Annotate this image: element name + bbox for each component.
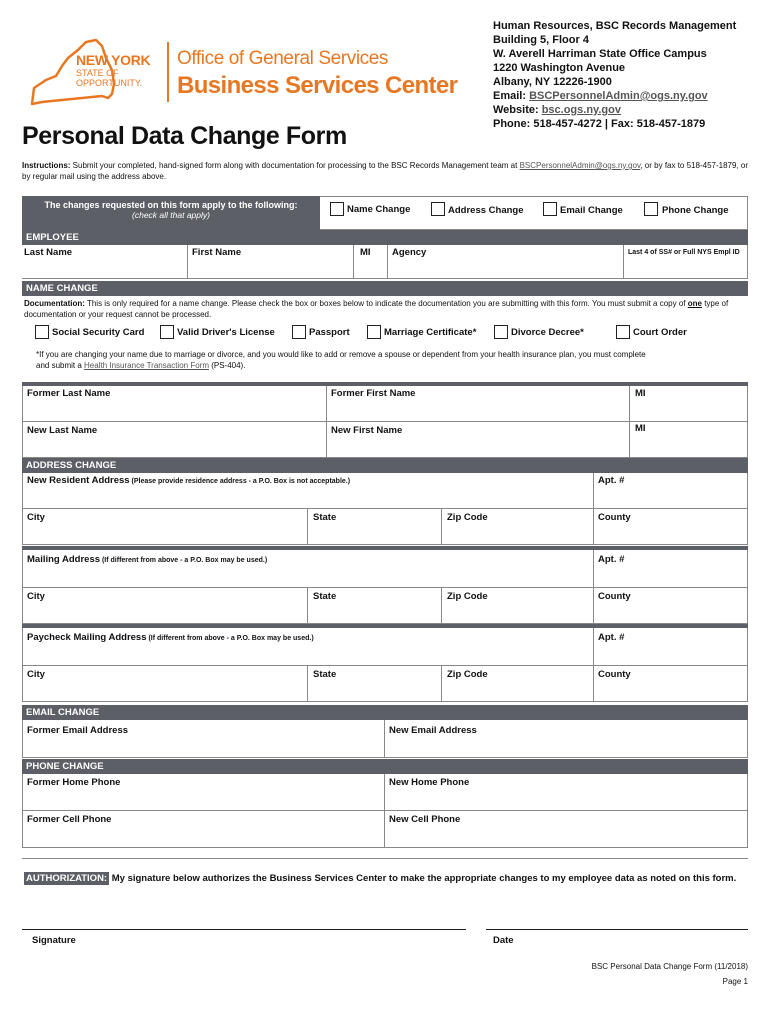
- note-line1: *If you are changing your name due to marriage or divorce, and you would like to add or remove a spouse or dependent from your health insurance plan, you must complete: [36, 350, 646, 359]
- signature-line[interactable]: [22, 929, 466, 930]
- new-cell-phone-field[interactable]: New Cell Phone: [389, 814, 461, 825]
- website-link[interactable]: bsc.ogs.ny.gov: [541, 104, 621, 116]
- mailing-label: Mailing Address: [27, 554, 101, 565]
- contact-line2: Building 5, Floor 4: [493, 34, 589, 46]
- resident-county-field[interactable]: County: [598, 512, 631, 523]
- doc-one: one: [687, 299, 702, 308]
- changes-sub: (check all that apply): [132, 210, 210, 220]
- name-change-bar: NAME CHANGE: [22, 281, 748, 296]
- health-insurance-form-link[interactable]: Health Insurance Transaction Form: [84, 361, 209, 370]
- col-divider: [384, 720, 385, 758]
- note-line2: [36, 360, 746, 371]
- website-label: Website:: [493, 104, 542, 116]
- changes-heading: The changes requested on this form apply to the following:: [44, 200, 298, 210]
- row-divider: [22, 508, 748, 509]
- resident-zip-field[interactable]: Zip Code: [447, 512, 488, 523]
- resident-city-field[interactable]: City: [27, 512, 45, 523]
- new-email-field[interactable]: New Email Address: [389, 725, 477, 736]
- col-divider: [593, 628, 594, 702]
- instructions-text2: , or by fax to 518-457-1879, or by regular mail using the address above.: [22, 161, 748, 181]
- new-first-name-field[interactable]: New First Name: [331, 425, 403, 436]
- col-divider: [441, 587, 442, 624]
- paycheck-state-field[interactable]: State: [313, 669, 337, 680]
- new-mi-field[interactable]: MI: [635, 423, 646, 434]
- contact-website-row: [493, 103, 736, 117]
- resident-label: New Resident Address: [27, 475, 130, 486]
- new-last-name-field[interactable]: New Last Name: [27, 425, 98, 436]
- resident-state-field[interactable]: State: [313, 512, 337, 523]
- contact-block: [493, 19, 736, 131]
- mailing-city-field[interactable]: City: [27, 591, 45, 602]
- phone-change-bar: PHONE CHANGE: [22, 759, 748, 774]
- court-order-checkbox[interactable]: [616, 325, 630, 339]
- contact-line3: W. Averell Harriman State Office Campus: [493, 48, 707, 60]
- new-home-phone-field[interactable]: New Home Phone: [389, 777, 470, 788]
- note-text-end: (PS-404).: [208, 361, 246, 370]
- authorization: [24, 873, 736, 884]
- ssc-checkbox[interactable]: [35, 325, 49, 339]
- instructions-text1: Submit your completed, hand-signed form along with documentation for processing to the BSC Records Management team at: [70, 161, 520, 170]
- address-change-label: Address Change: [448, 205, 524, 216]
- paycheck-address-field[interactable]: [27, 632, 314, 643]
- court-order-label: Court Order: [633, 327, 687, 338]
- logo-line2: STATE OF: [76, 68, 119, 78]
- instructions: [22, 160, 748, 182]
- page-title: Personal Data Change Form: [22, 122, 347, 150]
- mi-field[interactable]: MI: [360, 247, 371, 258]
- col-divider: [307, 587, 308, 624]
- instructions-email-link[interactable]: BSCPersonnelAdmin@ogs.ny.gov: [519, 161, 641, 170]
- mailing-county-field[interactable]: County: [598, 591, 631, 602]
- phone-change-label: Phone Change: [662, 205, 729, 216]
- former-cell-phone-field[interactable]: Former Cell Phone: [27, 814, 112, 825]
- col-divider: [629, 386, 630, 458]
- former-last-name-field[interactable]: Former Last Name: [27, 388, 111, 399]
- instructions-label: Instructions:: [22, 161, 71, 170]
- col-divider: [441, 665, 442, 702]
- last-name-field[interactable]: Last Name: [24, 247, 73, 258]
- paycheck-zip-field[interactable]: Zip Code: [447, 669, 488, 680]
- phone-change-checkbox[interactable]: [644, 202, 658, 216]
- mailing-note: (If different from above - a P.O. Box may be used.): [100, 557, 268, 564]
- divider: [187, 245, 188, 279]
- page-number: Page 1: [722, 977, 748, 986]
- changes-heading-cell: [22, 196, 320, 230]
- former-mi-field[interactable]: MI: [635, 388, 646, 399]
- paycheck-note: (If different from above - a P.O. Box may be used.): [146, 635, 314, 642]
- divider: [387, 245, 388, 279]
- employee-bar: EMPLOYEE: [22, 230, 748, 245]
- col-divider: [593, 550, 594, 624]
- mailing-apt-field[interactable]: Apt. #: [598, 554, 625, 565]
- former-email-field[interactable]: Former Email Address: [27, 725, 129, 736]
- paycheck-county-field[interactable]: County: [598, 669, 631, 680]
- authorization-rule: [22, 858, 748, 859]
- resident-apt-field[interactable]: Apt. #: [598, 475, 625, 486]
- documentation-text: [24, 298, 746, 320]
- divider: [353, 245, 354, 279]
- doc-text2: type of documentation or your request cannot be processed.: [24, 299, 729, 319]
- new-resident-address-field[interactable]: [27, 475, 350, 486]
- divider: [623, 245, 624, 279]
- first-name-field[interactable]: First Name: [192, 247, 242, 258]
- drivers-license-checkbox[interactable]: [160, 325, 174, 339]
- row-divider: [22, 665, 748, 666]
- marriage-certificate-label: Marriage Certificate*: [384, 327, 477, 338]
- authorization-label: AUTHORIZATION:: [26, 873, 108, 884]
- health-insurance-note: [36, 349, 746, 371]
- paycheck-label: Paycheck Mailing Address: [27, 632, 147, 643]
- email-change-bar: EMAIL CHANGE: [22, 705, 748, 720]
- resident-note: (Please provide residence address - a P.O. Box is not acceptable.): [129, 478, 351, 485]
- col-divider: [384, 774, 385, 848]
- address-change-bar: ADDRESS CHANGE: [22, 458, 748, 473]
- date-line[interactable]: [486, 929, 748, 930]
- passport-label: Passport: [309, 327, 350, 338]
- contact-line4: 1220 Washington Avenue: [493, 62, 626, 74]
- col-divider: [307, 508, 308, 545]
- phone-change-table: [22, 774, 748, 848]
- contact-phone: Phone: 518-457-4272 | Fax: 518-457-1879: [493, 118, 706, 130]
- authorization-text: My signature below authorizes the Business Services Center to make the appropriate changes to my employee data as noted on this form.: [109, 873, 737, 884]
- contact-email-row: [493, 89, 736, 103]
- col-divider: [441, 508, 442, 545]
- org-name-1: Office of General Services: [177, 48, 389, 69]
- date-label: Date: [493, 935, 514, 946]
- mailing-zip-field[interactable]: Zip Code: [447, 591, 488, 602]
- mailing-state-field[interactable]: State: [313, 591, 337, 602]
- note-text: and submit a: [36, 361, 85, 370]
- doc-label: Documentation:: [24, 299, 85, 308]
- email-label: Email:: [493, 90, 530, 102]
- marriage-certificate-checkbox[interactable]: [367, 325, 381, 339]
- agency-field[interactable]: Agency: [392, 247, 427, 258]
- contact-line5: Albany, NY 12226-1900: [493, 76, 612, 88]
- divorce-decree-checkbox[interactable]: [494, 325, 508, 339]
- passport-checkbox[interactable]: [292, 325, 306, 339]
- name-change-checkbox[interactable]: [330, 202, 344, 216]
- col-divider: [307, 665, 308, 702]
- name-change-label: Name Change: [347, 204, 411, 215]
- former-home-phone-field[interactable]: Former Home Phone: [27, 777, 121, 788]
- row-divider: [22, 421, 748, 422]
- doc-text1: This is only required for a name change. Please check the box or boxes below to indicate the documentation you are submitting with this form. You must submit a copy of: [84, 299, 688, 308]
- col-divider: [326, 386, 327, 458]
- logo-line1: NEW YORK: [76, 52, 151, 68]
- email-change-checkbox[interactable]: [543, 202, 557, 216]
- drivers-license-label: Valid Driver's License: [177, 327, 275, 338]
- col-divider: [593, 473, 594, 545]
- mailing-address-field[interactable]: [27, 554, 267, 565]
- paycheck-apt-field[interactable]: Apt. #: [598, 632, 625, 643]
- logo-divider: [167, 42, 169, 102]
- logo-line3: OPPORTUNITY.: [76, 78, 143, 88]
- email-change-label: Email Change: [560, 205, 623, 216]
- ssn-field[interactable]: Last 4 of SS# or Full NYS Empl ID: [628, 249, 740, 256]
- form-id: BSC Personal Data Change Form (11/2018): [591, 962, 748, 971]
- divorce-decree-label: Divorce Decree*: [511, 327, 584, 338]
- nys-logo: [22, 36, 472, 110]
- signature-label: Signature: [32, 935, 76, 946]
- email-change-table: [22, 720, 748, 758]
- row-divider: [22, 810, 748, 811]
- row-divider: [22, 587, 748, 588]
- contact-line1: Human Resources, BSC Records Management: [493, 20, 737, 32]
- ssc-label: Social Security Card: [52, 327, 145, 338]
- former-first-name-field[interactable]: Former First Name: [331, 388, 416, 399]
- org-name-2: Business Services Center: [177, 72, 458, 99]
- paycheck-city-field[interactable]: City: [27, 669, 45, 680]
- address-change-checkbox[interactable]: [431, 202, 445, 216]
- email-link[interactable]: BSCPersonnelAdmin@ogs.ny.gov: [529, 90, 708, 102]
